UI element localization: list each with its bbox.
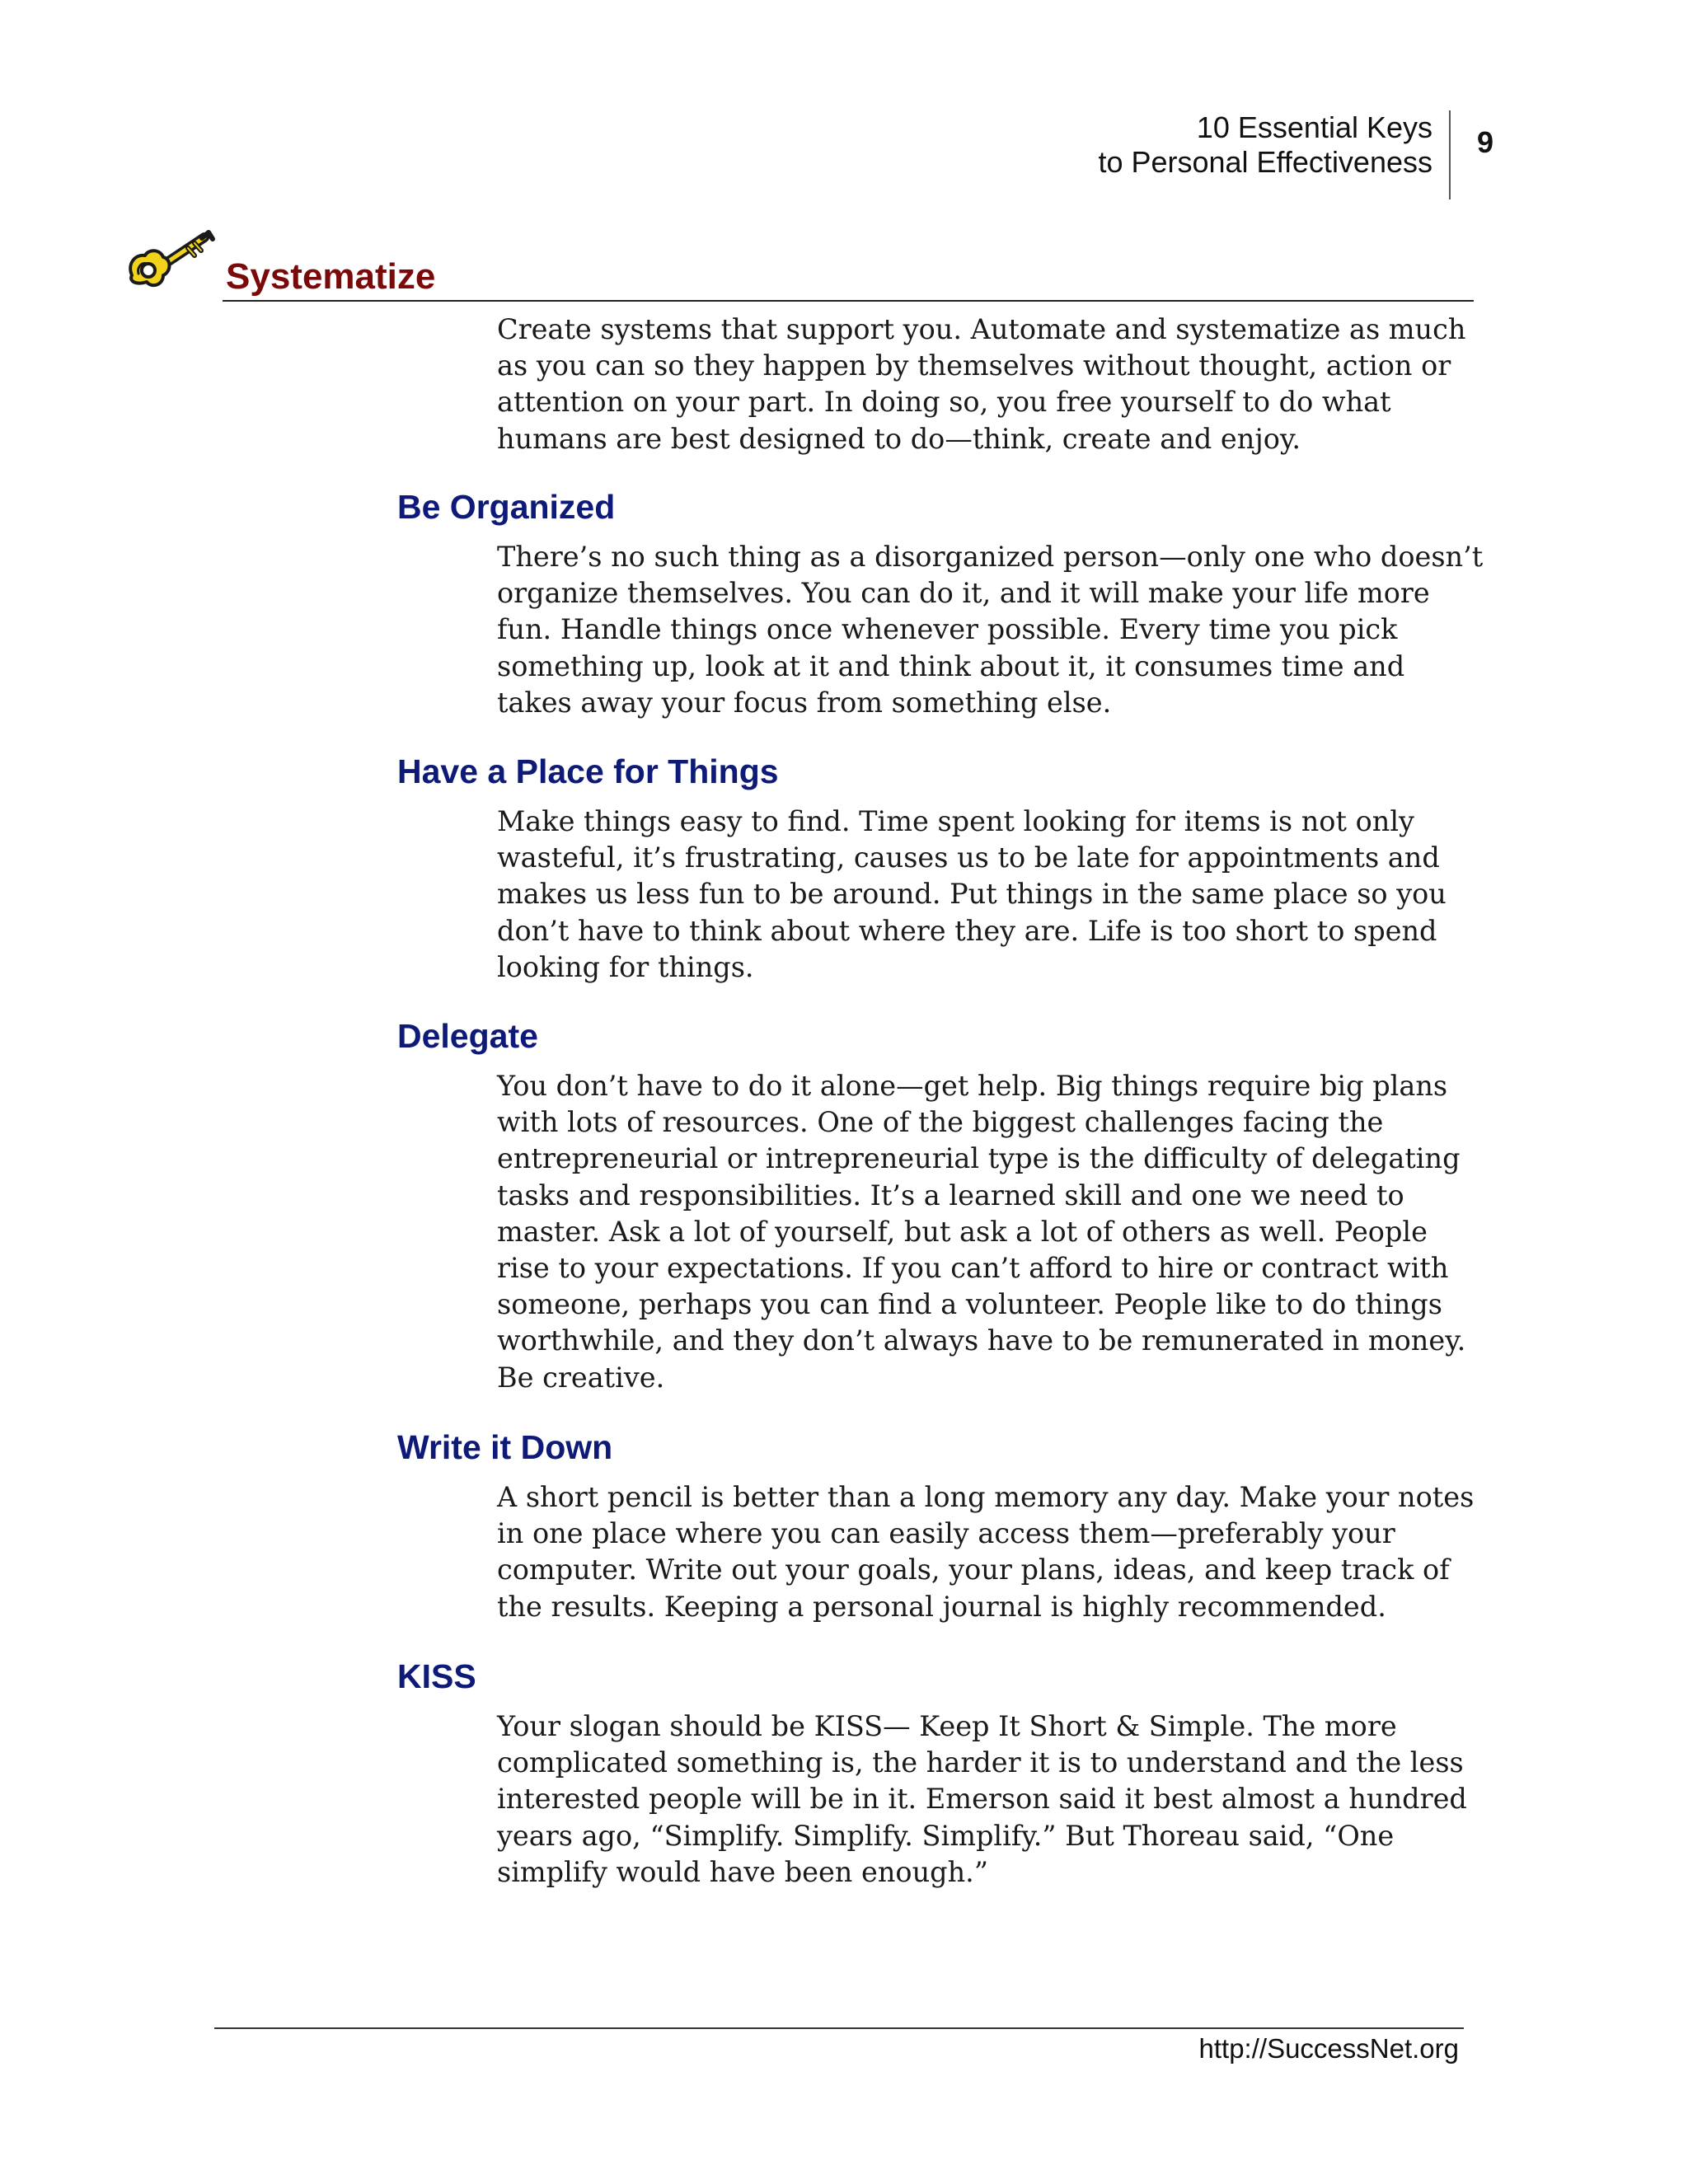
section-intro: Create systems that support you. Automate and systematize as much as you can so they happen by themselves without thought, action or attention on your part. In doing so, you free yourself to do what humans are best designed to do—think, create and enjoy. [497,313,1466,455]
header-divider [1449,110,1451,199]
subsection-body-place-for-things: Make things easy to find. Time spent looking for items is not only wasteful, it’s frustrating, causes us to be late for appointments and makes us less fun to be around. Put things in the same place so you don’t have to think about where they are. Life is too short to spend looking for things. [497,805,1447,983]
subsection-heading-write-it-down: Write it Down [397,1428,613,1466]
subsection-body-write-it-down: A short pencil is better than a long memory any day. Make your notes in one place where you can easily access them—preferably your computer. Write out your goals, your plans, ideas, and keep track of the results. Keeping a personal journal is highly recommended. [497,1481,1475,1623]
running-header [1098,110,1432,180]
subsection-body-be-organized: There’s no such thing as a disorganized person—only one who doesn’t organize themselves. You can do it, and it will make your life more fun. Handle things once whenever possible. Every time you pick something up, look at it and think about it, it consumes time and takes away your focus from something else. [497,541,1484,719]
section-title: Systematize [226,256,436,297]
subsection-heading-place-for-things: Have a Place for Things [397,752,779,790]
page-number: 9 [1477,125,1494,159]
running-header-line-1: 10 Essential Keys [1196,110,1432,144]
subsection-heading-kiss: KISS [397,1657,476,1695]
running-header-line-2: to Personal Effectiveness [1098,145,1432,179]
subsection-body-delegate: You don’t have to do it alone—get help. Big things require big plans with lots of resources. One of the biggest challenges facing the entrepreneurial or intrepreneurial type is the difficulty of delegating tasks and responsibilities. It’s a learned skill and one we need to master. Ask a lot of yourself, but ask a lot of others as well. People rise to your expectations. If you can’t afford to hire or contract with someone, perhaps you can find a volunteer. People like to do things worthwhile, and they don’t always have to be remunerated in money. Be creative. [497,1070,1466,1394]
footer-rule [214,2027,1464,2029]
key-icon [124,216,221,298]
subsection-heading-delegate: Delegate [397,1017,538,1055]
subsection-heading-be-organized: Be Organized [397,488,616,526]
footer-url-link[interactable]: http://SuccessNet.org [1198,2033,1459,2064]
section-title-rule [223,300,1474,302]
subsection-body-kiss: Your slogan should be KISS— Keep It Short & Simple. The more complicated something is, the harder it is to understand and the less interested people will be in it. Emerson said it best almost a hundred years ago, “Simplify. Simplify. Simplify.” But Thoreau said, “One simplify would have been enough.” [497,1710,1467,1888]
